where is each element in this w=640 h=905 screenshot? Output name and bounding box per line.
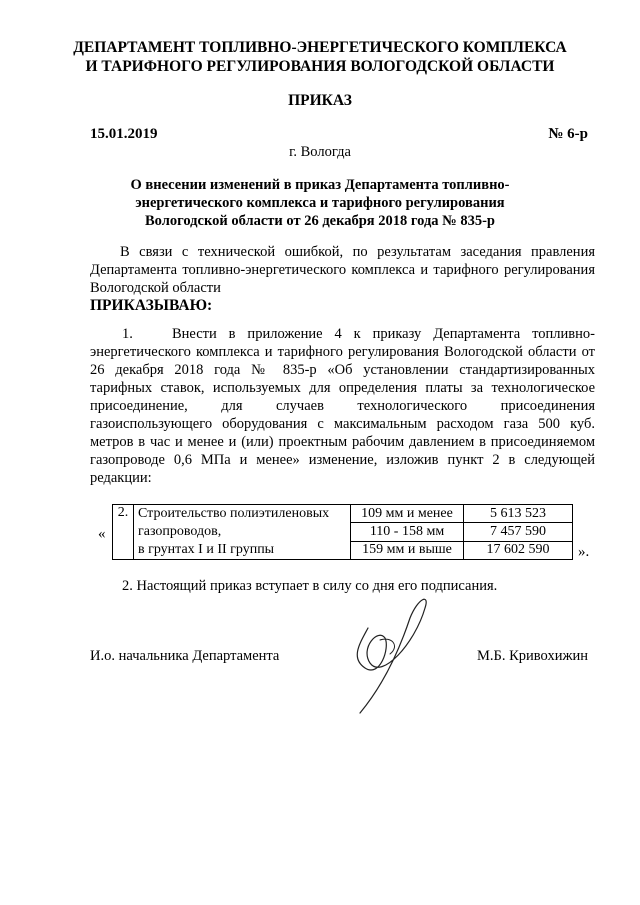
department-line-1: ДЕПАРТАМЕНТ ТОПЛИВНО-ЭНЕРГЕТИЧЕСКОГО КОМПЛЕКСА <box>73 39 567 56</box>
tariff-table <box>112 504 573 560</box>
description-cell <box>134 505 351 560</box>
value-cell: 5 613 523 <box>464 505 573 523</box>
description-line: газопроводов, <box>138 524 222 539</box>
value-cell: 17 602 590 <box>464 541 573 559</box>
item-1 <box>90 325 595 487</box>
item-1-number: 1. <box>122 326 133 342</box>
signatory-name: М.Б. Кривохижин <box>477 648 588 664</box>
quote-close: ». <box>578 544 590 560</box>
department-line-2: И ТАРИФНОГО РЕГУЛИРОВАНИЯ ВОЛОГОДСКОЙ ОБЛАСТИ <box>85 58 555 75</box>
intro-paragraph: В связи с технической ошибкой, по результатам заседания правления Департамента топливно-энергетического комплекса и тарифного регулирования Вологодской области <box>90 244 595 296</box>
diameter-cell: 109 мм и менее <box>351 505 464 523</box>
value-cell: 7 457 590 <box>464 523 573 541</box>
document-subject: О внесении изменений в приказ Департамента топливно-энергетического комплекса и тарифного регулирования Вологодской области от 26 декабря 2018 года № 835-р <box>130 177 510 229</box>
order-word: ПРИКАЗЫВАЮ: <box>90 297 213 314</box>
department-header <box>60 38 580 76</box>
diameter-cell: 159 мм и выше <box>351 541 464 559</box>
description-line: Строительство полиэтиленовых <box>138 506 330 521</box>
handwritten-signature <box>330 588 450 718</box>
table-row <box>113 505 573 523</box>
diameter-cell: 110 - 158 мм <box>351 523 464 541</box>
document-date: 15.01.2019 <box>90 126 158 142</box>
item-1-text: Внести в приложение 4 к приказу Департамента топливно-энергетического комплекса и тарифного регулирования Вологодской области от 26 декабря 2018 года № 835-р «Об установлении стандартизированных тарифных ставок, используемых для определения платы за технологическое присоединение, для случаев технологического присоединения газоиспользующего оборудования с максимальным расходом газа 500 куб. метров в час и менее и (или) проектным рабочим давлением в присоединяемом газопроводе 0,6 МПа и менее» изменение, изложив пункт 2 в следующей редакции: <box>90 326 595 486</box>
item-2: 2. Настоящий приказ вступает в силу со дня его подписания. <box>122 578 498 594</box>
quote-open: « <box>98 526 106 542</box>
description-line: в грунтах I и II группы <box>138 542 275 557</box>
document-number: № 6-р <box>548 126 588 142</box>
document-city: г. Вологда <box>289 144 351 160</box>
signatory-role: И.о. начальника Департамента <box>90 648 280 664</box>
document-type: ПРИКАЗ <box>288 92 352 109</box>
row-number-cell: 2. <box>113 505 134 560</box>
